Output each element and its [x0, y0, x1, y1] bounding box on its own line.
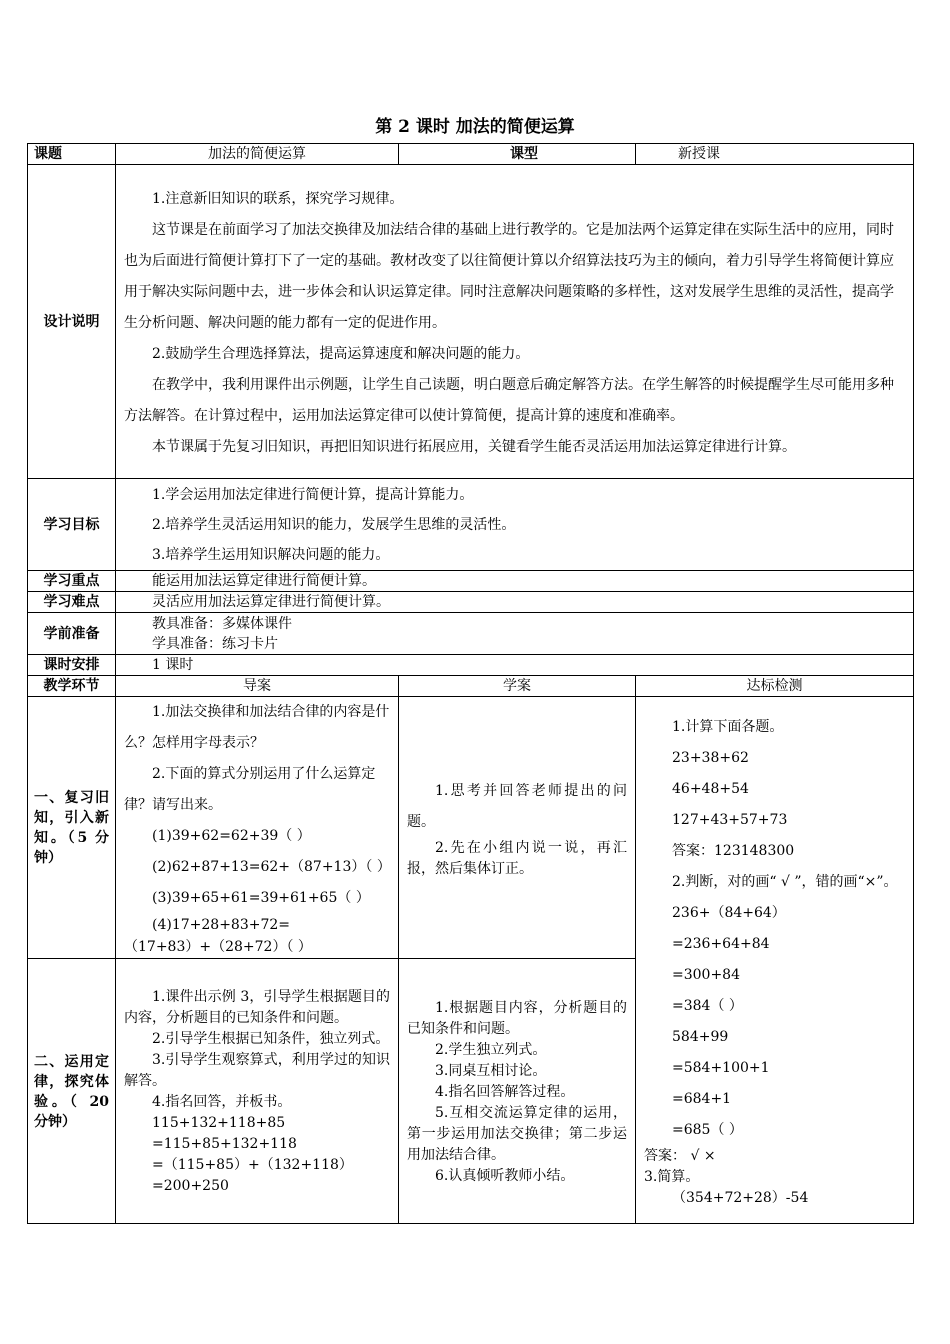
- prep-student: 学具准备：练习卡片: [152, 635, 278, 652]
- check-line-7: 236+（84+64）: [672, 904, 786, 921]
- check-line-5: 答案：123148300: [672, 842, 795, 859]
- type-value: 新授课: [636, 144, 914, 165]
- check-line-1: 1.计算下面各题。: [672, 718, 784, 735]
- check-line-3: 46+48+54: [672, 780, 749, 797]
- stage2-guide: [116, 959, 399, 1224]
- design-para-1: 1.注意新旧知识的联系，探究学习规律。: [152, 191, 404, 207]
- topic-row: [28, 144, 914, 165]
- steps-header-label: 教学环节: [28, 676, 116, 697]
- design-label: 设计说明: [28, 165, 116, 479]
- stage2-study: [399, 959, 636, 1224]
- check-line-8: =236+64+84: [672, 935, 770, 952]
- goals-label: 学习目标: [28, 479, 116, 571]
- check-line-9: =300+84: [672, 966, 740, 983]
- stage1-row: [28, 697, 914, 959]
- stage2-study-6: 6.认真倾听教师小结。: [435, 1167, 575, 1184]
- goal-item-3: 3.培养学生运用知识解决问题的能力。: [152, 546, 390, 563]
- prep-content: [116, 613, 914, 655]
- stage2-study-1: 1.根据题目内容，分析题目的已知条件和问题。: [407, 999, 627, 1037]
- prep-row: [28, 613, 914, 655]
- page-title: 第 2 课时 加法的简便运算: [375, 117, 575, 137]
- stage2-guide-2: 2.引导学生根据已知条件，独立列式。: [152, 1031, 390, 1047]
- check-line-2: 23+38+62: [672, 749, 749, 766]
- stage1-study: [399, 697, 636, 959]
- topic-label: 课题: [28, 144, 116, 165]
- prep-label: 学前准备: [28, 613, 116, 655]
- col-guide-header: 导案: [116, 676, 399, 697]
- col-study-header: 学案: [399, 676, 636, 697]
- stage2-guide-4: 4.指名回答，并板书。: [152, 1094, 292, 1110]
- stage2-label: 二、运用定律，探究体验。（ 20 分钟）: [28, 959, 116, 1224]
- stage1-study-2: 2.先在小组内说一说，再汇报，然后集体订正。: [407, 839, 627, 877]
- key-point-value: 能运用加法运算定律进行简便计算。: [116, 571, 914, 592]
- key-point-row: [28, 571, 914, 592]
- design-row: [28, 165, 914, 479]
- stage1-guide-4: (2)62+87+13=62+（87+13）（ ）: [152, 859, 391, 875]
- col-check-header: 达标检测: [636, 676, 914, 697]
- check-line-14: =685（ ）: [672, 1121, 743, 1138]
- stage1-guide-5: (3)39+65+61=39+61+65（ ）: [152, 890, 370, 906]
- type-label: 课型: [399, 144, 636, 165]
- check-spaced: [644, 712, 905, 1146]
- check-line-4: 127+43+57+73: [672, 811, 788, 828]
- design-content: [116, 165, 914, 479]
- stage1-guide: [116, 697, 399, 959]
- check-line-12: =584+100+1: [672, 1059, 770, 1076]
- check-column: [636, 697, 914, 1224]
- stage2-study-4: 4.指名回答解答过程。: [435, 1083, 575, 1100]
- goal-item-1: 1.学会运用加法定律进行简便计算，提高计算能力。: [152, 486, 474, 503]
- stage2-guide-1: 1.课件出示例 3，引导学生根据题目的内容，分析题目的已知条件和问题。: [124, 989, 390, 1026]
- check-expression-3: （354+72+28）-54: [672, 1189, 809, 1206]
- goal-item-2: 2.培养学生灵活运用知识的能力，发展学生思维的灵活性。: [152, 516, 516, 533]
- difficulty-row: [28, 592, 914, 613]
- key-point-label: 学习重点: [28, 571, 116, 592]
- check-line-6: 2.判断，对的画“ √ ”，错的画“×”。: [672, 873, 898, 890]
- stage1-guide-1: 1.加法交换律和加法结合律的内容是什么？怎样用字母表示？: [124, 704, 390, 751]
- check-answer-2: 答案： √ ×: [644, 1147, 716, 1164]
- stage1-guide-2: 2.下面的算式分别运用了什么运算定律？请写出来。: [124, 766, 376, 813]
- schedule-value: 1 课时: [116, 655, 914, 676]
- design-para-2: 这节课是在前面学习了加法交换律及加法结合律的基础上进行教学的。它是加法两个运算定律在实际生活中的应用，同时也为后面进行简便计算打下了一定的基础。教材改变了以往简便计算以介绍算法技巧为主的倾向，着力引导学生将简便计算应用于解决实际问题中去，进一步体会和认识运算定律。同时注意解决问题策略的多样性，这对发展学生思维的灵活性，提高学生分析问题、解决问题的能力都有一定的促进作用。: [124, 222, 894, 331]
- stage2-guide-7: =（115+85）+（132+118）: [152, 1157, 353, 1173]
- schedule-row: [28, 655, 914, 676]
- design-para-3: 2.鼓励学生合理选择算法，提高运算速度和解决问题的能力。: [152, 346, 530, 362]
- stage1-label: 一、复习旧知，引入新知。（5 分钟）: [28, 697, 116, 959]
- stage1-guide-3: (1)39+62=62+39（ ）: [152, 828, 311, 844]
- stage2-study-3: 3.同桌互相讨论。: [435, 1062, 547, 1079]
- schedule-label: 课时安排: [28, 655, 116, 676]
- design-para-5: 本节课属于先复习旧知识，再把旧知识进行拓展应用，关键看学生能否灵活运用加法运算定律进行计算。: [152, 439, 796, 455]
- stage2-guide-5: 115+132+118+85: [152, 1115, 286, 1131]
- stage2-guide-6: =115+85+132+118: [152, 1136, 297, 1152]
- check-tight: [644, 1146, 905, 1209]
- design-para-4: 在教学中，我利用课件出示例题，让学生自己读题，明白题意后确定解答方法。在学生解答的时候提醒学生尽可能用多种方法解答。在计算过程中，运用加法运算定律可以使计算简便，提高计算的速度和准确率。: [124, 377, 894, 424]
- stage2-guide-8: =200+250: [152, 1178, 229, 1194]
- stage1-study-1: 1.思考并回答老师提出的问题。: [407, 782, 627, 830]
- stage2-guide-3: 3.引导学生观察算式，利用学过的知识解答。: [124, 1052, 390, 1089]
- steps-header-row: [28, 676, 914, 697]
- difficulty-label: 学习难点: [28, 592, 116, 613]
- stage2-study-5: 5.互相交流运算定律的运用，第一步运用加法交换律；第二步运用加法结合律。: [407, 1104, 627, 1163]
- check-line-11: 584+99: [672, 1028, 729, 1045]
- check-line-13: =684+1: [672, 1090, 732, 1107]
- goals-content: [116, 479, 914, 571]
- prep-teacher: 教具准备：多媒体课件: [152, 615, 292, 632]
- difficulty-value: 灵活应用加法运算定律进行简便计算。: [116, 592, 914, 613]
- goals-row: [28, 479, 914, 571]
- stage2-study-2: 2.学生独立列式。: [435, 1041, 547, 1058]
- stage1-guide-6: (4)17+28+83+72=（17+83）+（28+72）（ ）: [124, 917, 312, 955]
- check-line-10: =384（ ）: [672, 997, 743, 1014]
- topic-value: 加法的简便运算: [116, 144, 399, 165]
- lesson-plan-table: [27, 143, 914, 1224]
- check-question-3: 3.简算。: [644, 1168, 700, 1185]
